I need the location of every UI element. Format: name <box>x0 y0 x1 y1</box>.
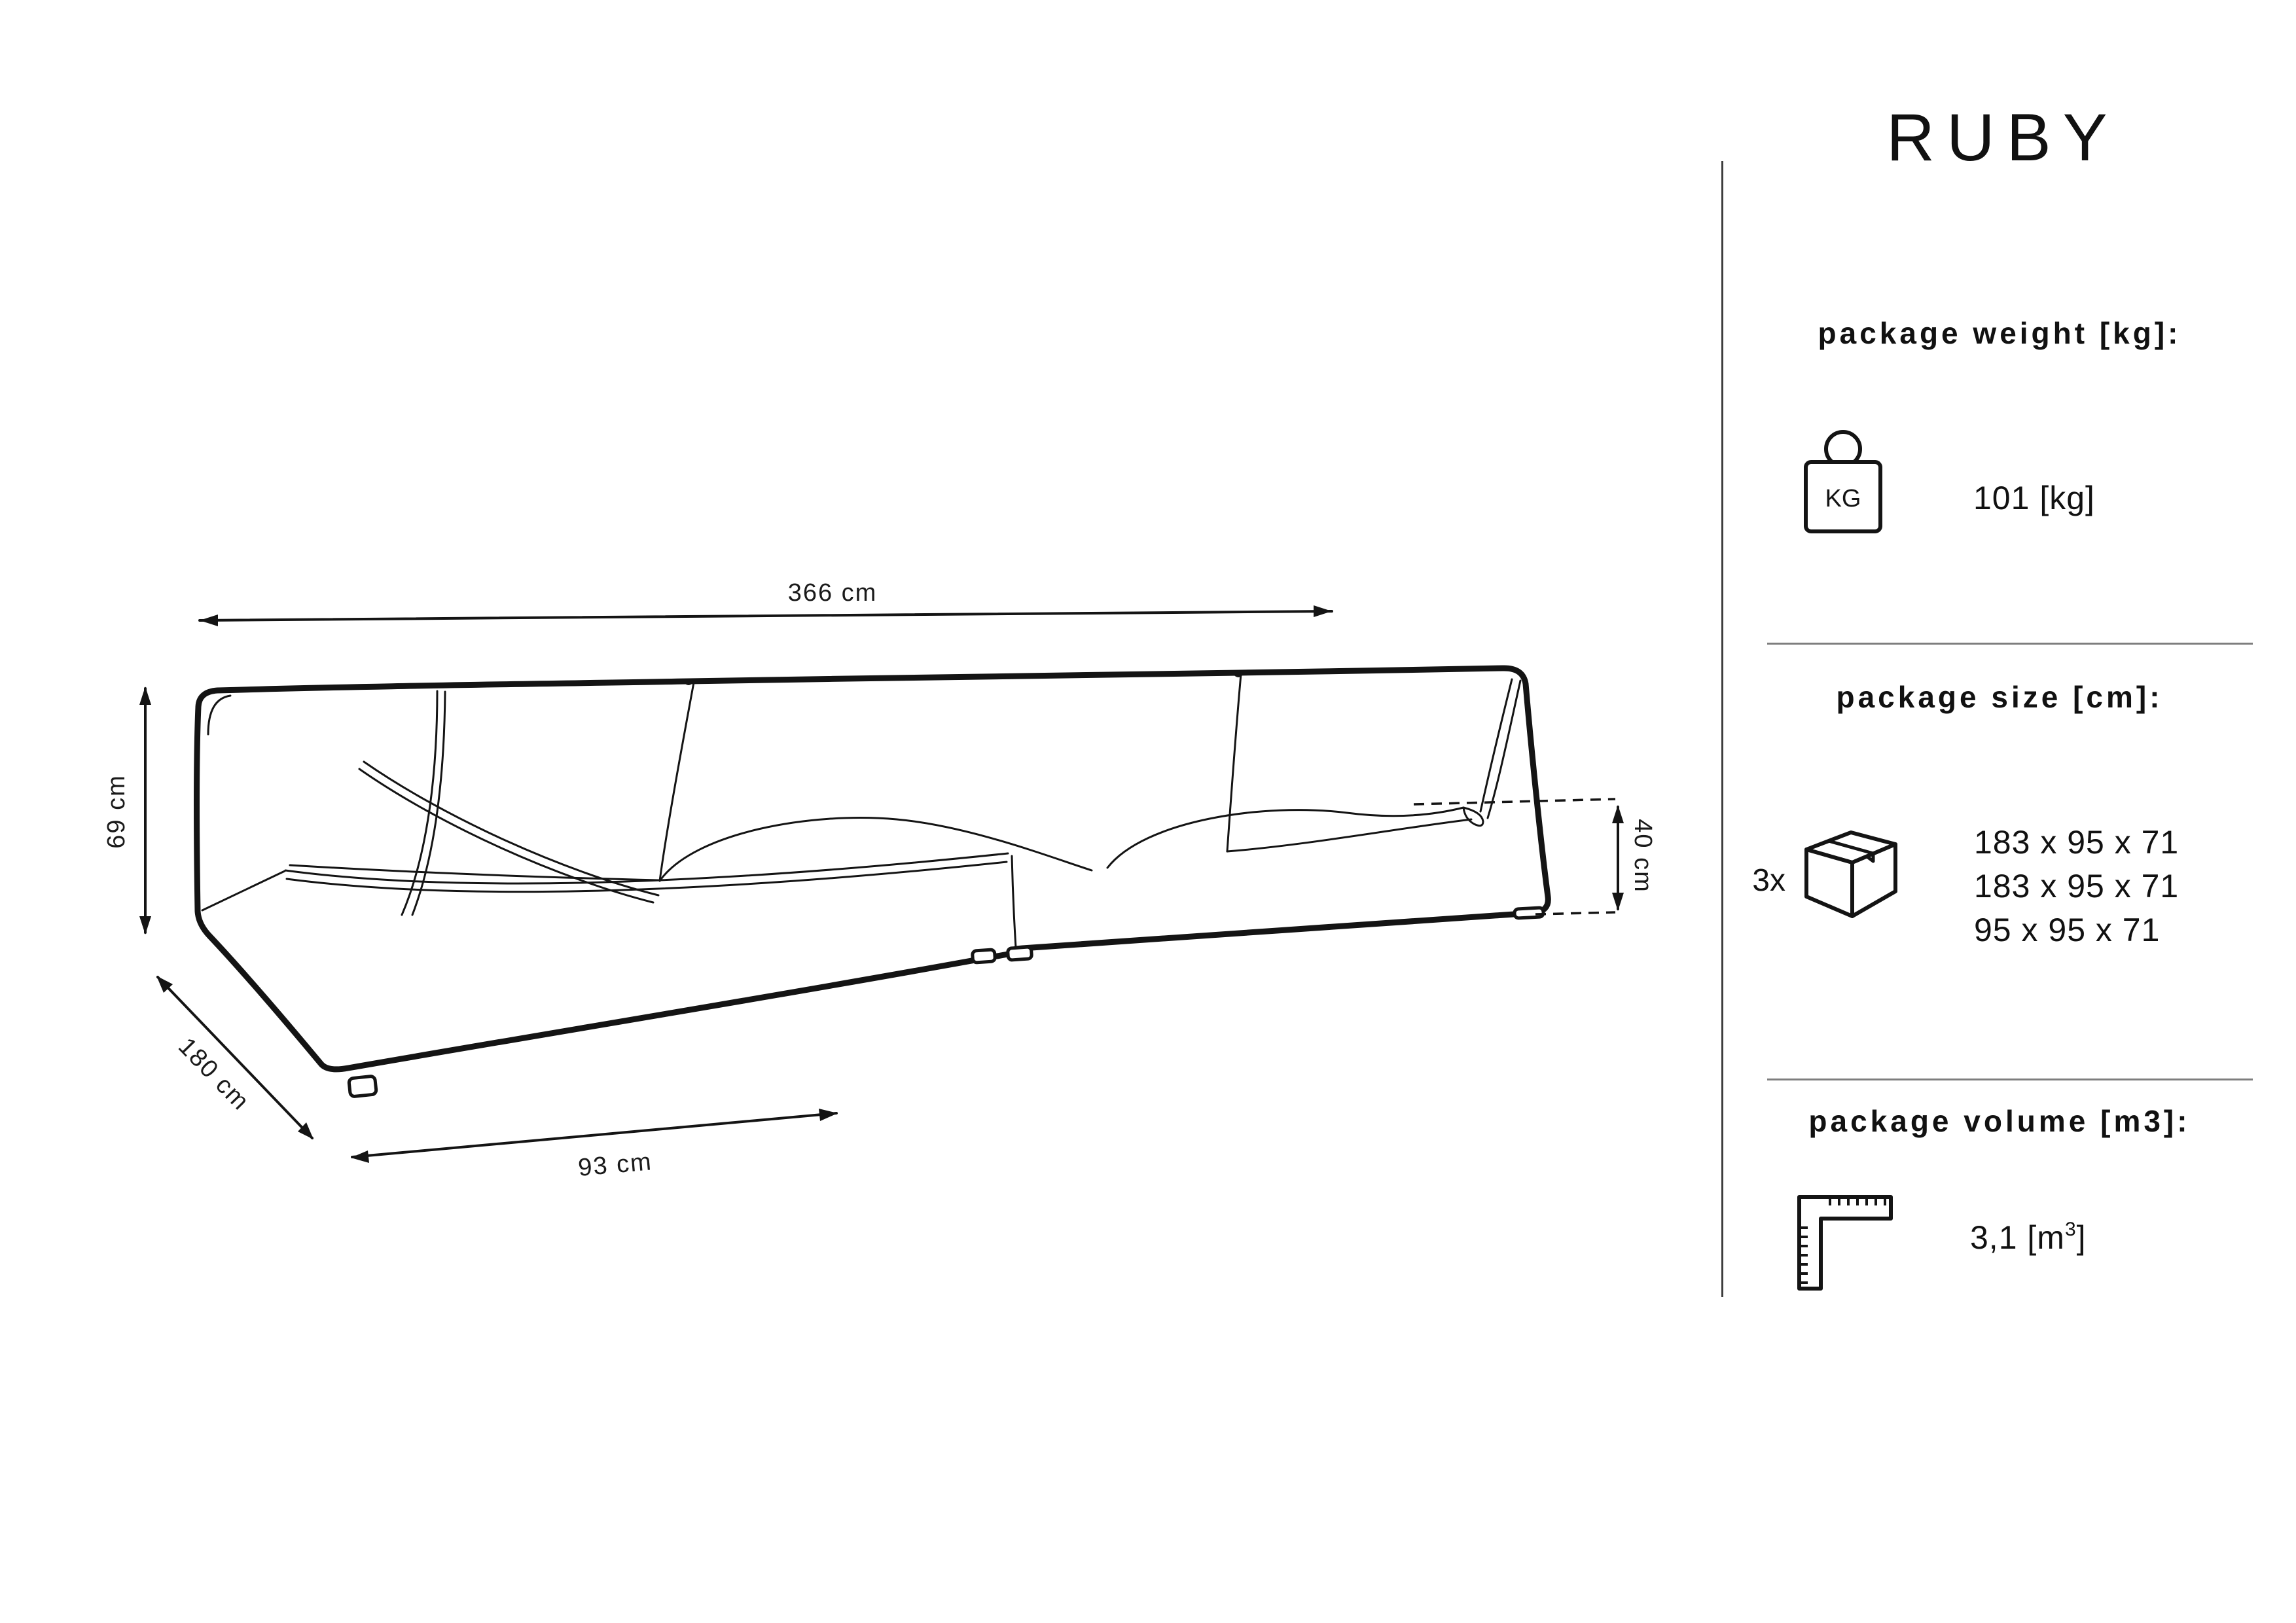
package-weight-value: 101 [kg] <box>1973 480 2095 516</box>
package-count-label: 3x <box>1752 863 1785 898</box>
sofa-outline <box>197 668 1549 1069</box>
total-width-label: 366 cm <box>787 579 878 607</box>
package-box-icon <box>1799 821 1901 923</box>
package-volume-heading: package volume [m3]: <box>1808 1104 2191 1138</box>
svg-text:KG: KG <box>1825 485 1861 512</box>
package-size-line: 183 x 95 x 71 <box>1974 868 2179 904</box>
dimension-arrow-height <box>139 687 151 935</box>
sofa-detail-lines <box>202 673 1520 948</box>
seat-height-dashed-lines <box>1414 799 1615 914</box>
panel-vertical-divider <box>1721 161 1723 1297</box>
ruler-icon <box>1796 1194 1894 1295</box>
seat-height-label: 40 cm <box>1629 819 1657 893</box>
dimension-arrow-total-width <box>200 605 1332 626</box>
volume-value-close: ] <box>2076 1219 2087 1256</box>
package-size-line: 95 x 95 x 71 <box>1974 912 2161 948</box>
package-size-heading: package size [cm]: <box>1836 680 2163 714</box>
dimension-arrow-seat-height <box>1612 805 1624 911</box>
product-title: RUBY <box>1886 100 2119 175</box>
kg-weight-icon <box>1801 424 1886 542</box>
volume-value-superscript: 3 <box>2064 1219 2077 1240</box>
chaise-width-label: 93 cm <box>577 1148 654 1182</box>
package-size-values <box>1974 821 2179 952</box>
height-label: 69 cm <box>103 774 130 849</box>
package-size-line: 183 x 95 x 71 <box>1974 824 2179 861</box>
depth-label: 180 cm <box>173 1032 255 1116</box>
sofa-feet <box>349 908 1544 1097</box>
volume-value-text: 3,1 [m <box>1970 1219 2065 1256</box>
package-volume-value <box>1970 1219 2087 1257</box>
section-divider <box>1767 1079 2253 1080</box>
section-divider <box>1767 643 2253 645</box>
package-weight-heading: package weight [kg]: <box>1818 316 2181 350</box>
